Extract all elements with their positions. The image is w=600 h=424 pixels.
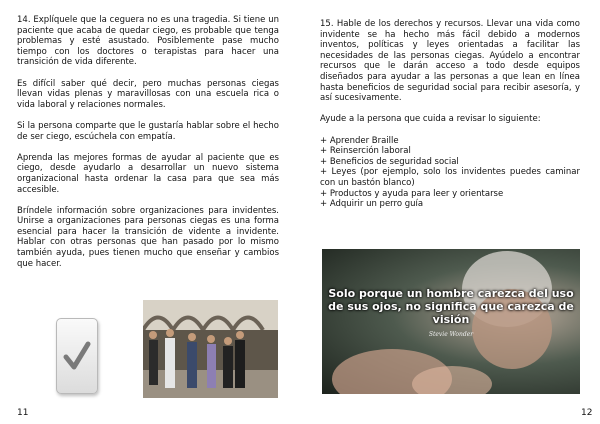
quote-author: Stevie Wonder <box>428 331 474 338</box>
paragraph-listen-empathy: Si la persona comparte que le gustaría hablar sobre el hecho de ser ciego, escúchela con empatía. <box>17 120 279 142</box>
left-text-column <box>17 15 279 280</box>
quote-banner-image <box>322 249 580 394</box>
checkbox-check-icon <box>56 318 98 394</box>
paragraph-review-intro: Ayude a la persona que cuida a revisar lo siguiente: <box>320 114 541 125</box>
page-number-right: 12 <box>581 408 593 418</box>
paragraph-14: 14. Explíquele que la ceguera no es una tragedia. Si tiene un paciente que acaba de quedar ciego, es probable que tenga problemas y esté asustado. Posiblemente pase mucho tiempo con los doctores o terapistas para hacer una transición de vida diferente. <box>17 15 279 68</box>
list-item: + Adquirir un perro guía <box>320 199 424 210</box>
list-item: + Reinserción laboral <box>320 146 411 157</box>
resource-list <box>320 136 580 210</box>
paragraph-blind-lives: Es difícil saber qué decir, pero muchas personas ciegas llevan vidas plenas y maravillosas con una escuela rica o vida laboral y relaciones normales. <box>17 78 279 110</box>
list-item: + Beneficios de seguridad social <box>320 156 459 167</box>
list-item: + Productos y ayuda para leer y orientarse <box>320 188 504 199</box>
list-item: + Leyes (por ejemplo, solo los invidentes puedes caminar con un bastón blanco) <box>320 167 580 188</box>
paragraph-organizations: Bríndele información sobre organizaciones para invidentes. Unirse a organizaciones para personas ciegas es una forma esencial para hacer la transición de vidente a invidente. Hablar con otras personas que han pasado por lo mismo también ayuda, pues tienen mucho que enseñar y cambios que hacer. <box>17 205 279 269</box>
right-text-column <box>320 19 580 210</box>
group-walking-photo <box>143 300 278 398</box>
paragraph-learn-help: Aprenda las mejores formas de ayudar al paciente que es ciego, desde ayudarlo a desarrollar un nuevo sistema organizacional hasta ordenar la casa para que sea más accesible. <box>17 152 279 195</box>
paragraph-15: 15. Hable de los derechos y recursos. Llevar una vida como invidente se ha hecho más fácil debido a modernos inventos, políticas y leyes orientadas a facilitar las necesidades de las personas ciegas. Ayúdelo a encontrar recursos que le darán acceso a todo desde equipos diseñados para ayudar a las personas a que lean en línea hasta beneficios de seguridad social para recibir asesoría, y así sucesivamente. <box>320 19 580 104</box>
page-number-left: 11 <box>17 408 29 418</box>
quote-text: Solo porque un hombre carezca del uso de sus ojos, no significa que carezca de visión <box>328 287 574 326</box>
list-item: + Aprender Braille <box>320 135 399 146</box>
